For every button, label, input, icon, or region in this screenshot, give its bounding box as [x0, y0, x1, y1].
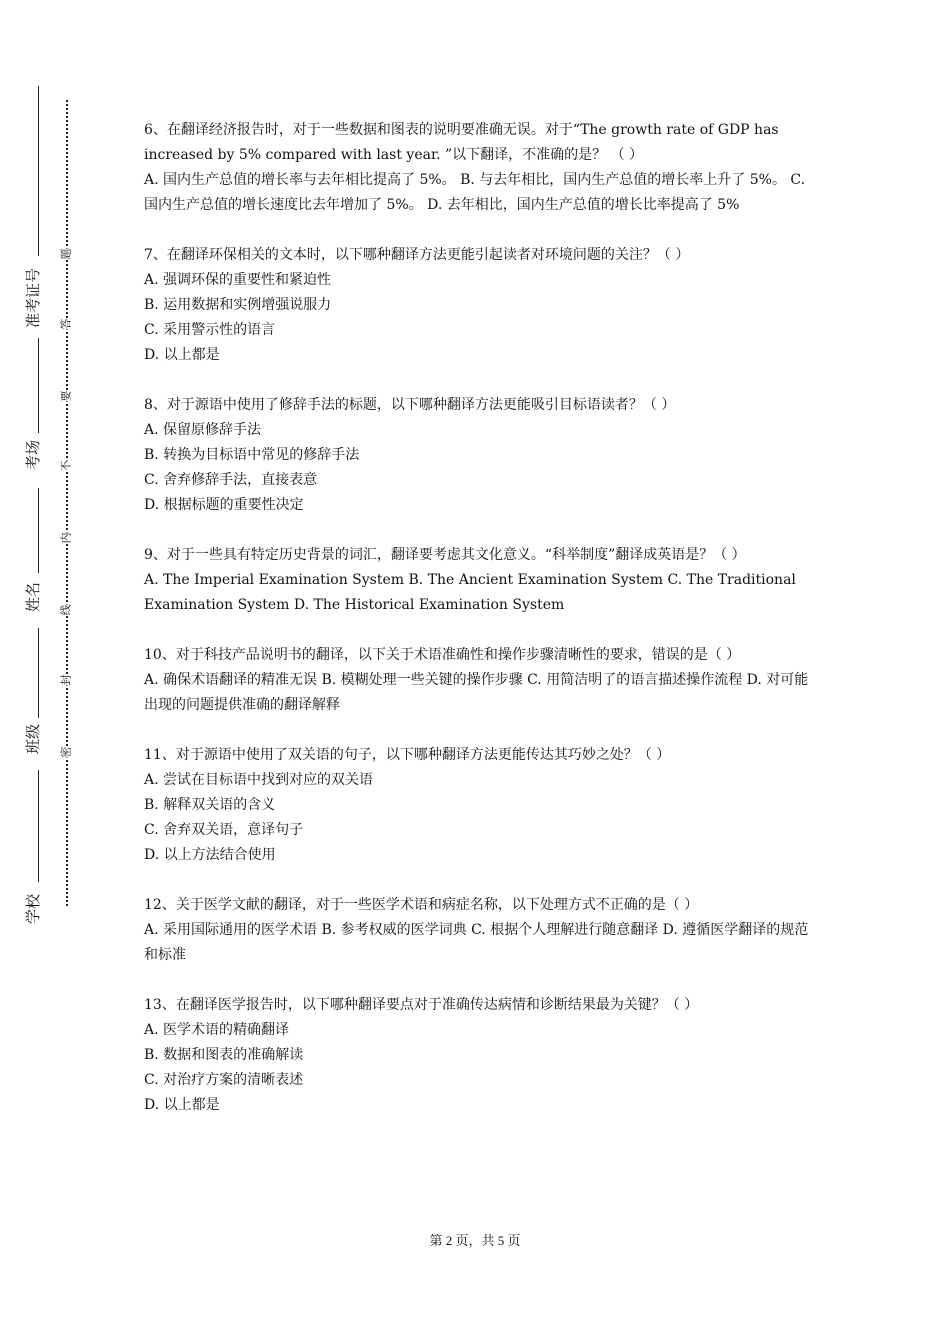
- seal-char: 密: [59, 746, 73, 758]
- question-options: A. 国内生产总值的增长率与去年相比提高了 5%。 B. 与去年相比，国内生产总值的增长率上升了 5%。 C. 国内生产总值的增长速度比去年增加了 5%。 D. 去年相比，国内生产总值的增长比率提高了 5%: [144, 172, 806, 213]
- question-stem: 10、对于科技产品说明书的翻译，以下关于术语准确性和操作步骤清晰性的要求，错误的是（ ）: [144, 647, 741, 663]
- margin-rule: [38, 628, 39, 718]
- question-stem: 12、关于医学文献的翻译，对于一些医学术语和病症名称，以下处理方式不正确的是（ ）: [144, 897, 699, 913]
- seal-char: 题: [59, 248, 73, 260]
- option-a: A. 医学术语的精确翻译: [144, 1022, 290, 1038]
- question-10: [144, 643, 812, 718]
- option-c: C. 舍弃双关语，意译句子: [144, 822, 304, 838]
- option-d: D. 以上方法结合使用: [144, 847, 276, 863]
- option-a: A. 保留原修辞手法: [144, 422, 262, 438]
- seal-char: 答: [59, 318, 73, 330]
- binding-margin: [0, 0, 110, 1344]
- margin-rule: [38, 338, 39, 433]
- margin-rule: [38, 770, 39, 882]
- question-list: [144, 118, 812, 1143]
- seal-char: 封: [59, 674, 73, 686]
- school-label: 学校: [24, 893, 42, 924]
- option-a: A. 尝试在目标语中找到对应的双关语: [144, 772, 374, 788]
- question-stem: 11、对于源语中使用了双关语的句子，以下哪种翻译方法更能传达其巧妙之处？（ ）: [144, 747, 671, 763]
- question-7: [144, 243, 812, 368]
- question-9: [144, 543, 812, 618]
- class-label: 班级: [24, 723, 42, 754]
- option-a: A. 强调环保的重要性和紧迫性: [144, 272, 332, 288]
- question-options: A. 确保术语翻译的精准无误 B. 模糊处理一些关键的操作步骤 C. 用简洁明了的语言描述操作流程 D. 对可能出现的问题提供准确的翻译解释: [144, 672, 809, 713]
- question-12: [144, 893, 812, 968]
- question-8: [144, 393, 812, 518]
- question-stem: 8、对于源语中使用了修辞手法的标题，以下哪种翻译方法更能吸引目标语读者？（ ）: [144, 397, 676, 413]
- question-options: A. The Imperial Examination System B. The Ancient Examination System C. The Traditional Examination System D. The Historical Examination System: [144, 572, 796, 613]
- option-b: B. 转换为目标语中常见的修辞手法: [144, 447, 360, 463]
- margin-rule: [38, 86, 39, 256]
- option-c: C. 舍弃修辞手法，直接表意: [144, 472, 318, 488]
- seal-line: [66, 100, 68, 906]
- question-11: [144, 743, 812, 868]
- seal-char: 内: [59, 532, 73, 544]
- margin-rule: [38, 488, 39, 573]
- exam-room-label: 考场: [24, 439, 42, 470]
- exam-number-label: 准考证号: [24, 267, 42, 328]
- question-options: A. 采用国际通用的医学术语 B. 参考权威的医学词典 C. 根据个人理解进行随意翻译 D. 遵循医学翻译的规范和标准: [144, 922, 809, 963]
- option-d: D. 以上都是: [144, 347, 220, 363]
- name-label: 姓名: [24, 581, 42, 612]
- seal-char: 线: [59, 604, 73, 616]
- page-number: 第 2 页，共 5 页: [429, 1233, 521, 1248]
- question-stem: 7、在翻译环保相关的文本时，以下哪种翻译方法更能引起读者对环境问题的关注？（ ）: [144, 247, 690, 263]
- seal-char: 不: [59, 460, 73, 472]
- option-b: B. 运用数据和实例增强说服力: [144, 297, 332, 313]
- option-b: B. 解释双关语的含义: [144, 797, 276, 813]
- question-6: [144, 118, 812, 218]
- question-stem: 9、对于一些具有特定历史背景的词汇，翻译要考虑其文化意义。“科举制度”翻译成英语是？（ ）: [144, 547, 746, 563]
- option-c: C. 对治疗方案的清晰表述: [144, 1072, 304, 1088]
- option-b: B. 数据和图表的准确解读: [144, 1047, 304, 1063]
- question-13: [144, 993, 812, 1118]
- seal-char: 要: [59, 390, 73, 402]
- option-d: D. 根据标题的重要性决定: [144, 497, 304, 513]
- question-stem: 6、在翻译经济报告时，对于一些数据和图表的说明要准确无误。对于“The growth rate of GDP has increased by 5% compared with last year. ”以下翻译，不准确的是？ （ ）: [144, 122, 779, 163]
- option-c: C. 采用警示性的语言: [144, 322, 276, 338]
- question-stem: 13、在翻译医学报告时，以下哪种翻译要点对于准确传达病情和诊断结果最为关键？（ ）: [144, 997, 699, 1013]
- option-d: D. 以上都是: [144, 1097, 220, 1113]
